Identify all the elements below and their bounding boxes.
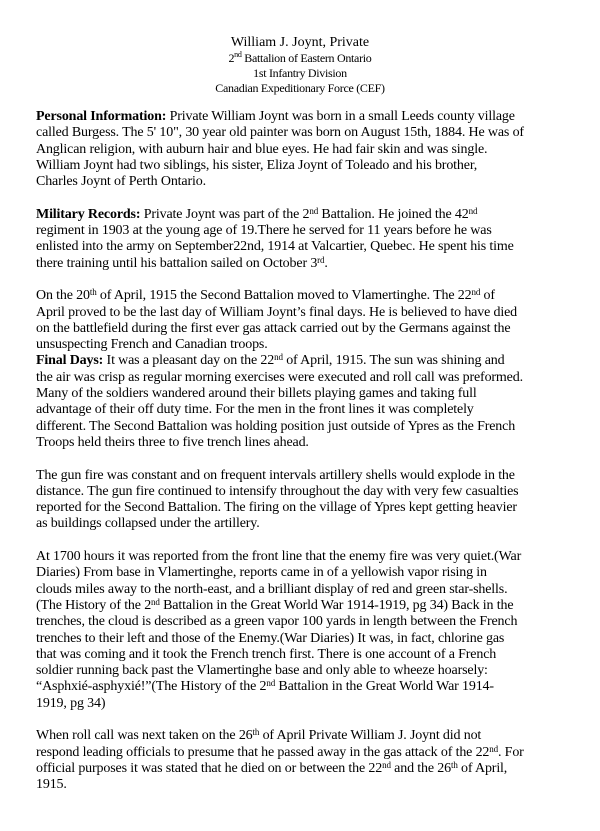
text-line xyxy=(36,598,576,614)
text-segment: On the 20 xyxy=(36,288,90,304)
text-segment: When roll call was next taken on the 26 xyxy=(36,728,253,744)
battalion-line xyxy=(0,51,600,66)
text-segment: Private William Joynt was born in a small Leeds county village xyxy=(166,109,515,124)
text-segment: trenches to their left and those of the Enemy.(War Diaries) It was, in fact, chlorine gas xyxy=(36,630,505,646)
text-line xyxy=(36,142,576,158)
text-segment: . xyxy=(324,255,328,271)
text-line xyxy=(36,174,576,190)
text-line xyxy=(36,468,576,484)
text-segment: (The History of the 2 xyxy=(36,597,152,613)
section-heading: Military Records: xyxy=(36,206,141,222)
text-segment: Anglican religion, with auburn hair and blue eyes. He had fair skin and was single. xyxy=(36,141,488,157)
document-title: William J. Joynt, Private xyxy=(230,35,370,50)
text-segment: Battalion in the Great World War 1914-1919, pg 34) Back in the xyxy=(159,597,514,613)
paragraph-april-20 xyxy=(36,288,576,353)
paragraph-gun-fire xyxy=(36,468,576,533)
text-segment: respond leading officials to presume that he passed away in the gas attack of the 22 xyxy=(36,744,490,760)
text-line xyxy=(36,305,576,321)
text-segment: trenches, the cloud is described as a green vapor 100 yards in length between the French xyxy=(36,614,518,630)
paragraph-roll-call xyxy=(36,728,576,793)
text-segment: different. The Second Battalion was holding position just outside of Ypres as the French xyxy=(36,418,516,434)
text-segment: Battalion. He joined the 42 xyxy=(318,206,469,222)
text-segment: clouds miles away to the north-east, and a brilliant display of red and green star-shells. xyxy=(36,581,508,597)
ordinal-suffix: nd xyxy=(151,596,160,607)
text-segment: . For xyxy=(497,744,524,760)
document-body xyxy=(36,109,576,810)
text-line xyxy=(36,565,576,581)
text-segment: At 1700 hours it was reported from the front line that the enemy fire was very quiet.(War xyxy=(36,549,522,565)
text-segment: 1919, pg 34) xyxy=(36,695,106,711)
text-segment: Charles Joynt of Perth Ontario. xyxy=(36,174,206,190)
text-segment: of April, 1915. The sun was shining and xyxy=(282,353,505,369)
battalion-number: 2 xyxy=(228,51,235,65)
text-segment: The gun fire was constant and on frequent intervals artillery shells would explode in the xyxy=(36,467,515,483)
text-line xyxy=(36,484,576,500)
text-segment: Many of the soldiers wandered around their billets playing games and taking full xyxy=(36,386,477,402)
force-line: Canadian Expeditionary Force (CEF) xyxy=(215,81,385,95)
text-segment: William Joynt had two siblings, his sister, Eliza Joynt of Toleado and his brother, xyxy=(36,157,478,173)
text-segment: the air was crisp as regular morning exercises were executed and roll call was preformed. xyxy=(36,369,523,385)
text-line xyxy=(36,321,576,337)
section-heading: Final Days: xyxy=(36,353,104,369)
text-segment: on the battlefield during the first ever gas attack carried out by the Germans against the xyxy=(36,320,511,336)
text-segment: called Burgess. The 5' 10", 30 year old painter was born on August 15th, 1884. He was of xyxy=(36,125,524,141)
ordinal-suffix: th xyxy=(89,287,97,298)
ordinal-suffix: nd xyxy=(309,205,319,216)
ordinal-suffix: nd xyxy=(468,205,478,216)
text-line xyxy=(36,745,576,761)
ordinal-suffix: th xyxy=(252,727,260,738)
text-segment: of xyxy=(480,288,495,304)
text-line xyxy=(36,288,576,304)
paragraph-gas-attack xyxy=(36,549,576,712)
text-line xyxy=(36,549,576,565)
text-segment: distance. The gun fire continued to intensify throughout the day with very few casualties xyxy=(36,483,519,499)
text-line xyxy=(36,125,576,141)
text-segment: as buildings collapsed under the artillery. xyxy=(36,516,260,532)
text-line xyxy=(36,158,576,174)
paragraph-final-days xyxy=(36,353,576,451)
battalion-suffix: nd xyxy=(234,50,242,59)
text-segment: advantage of their off duty time. For the men in the front lines it was completely xyxy=(36,402,474,418)
text-segment: soldier running back past the Vlamertinghe base and only able to wheeze hoarsely: xyxy=(36,663,488,679)
division-line: 1st Infantry Division xyxy=(253,66,347,80)
text-line xyxy=(36,223,576,239)
text-line xyxy=(36,109,576,125)
text-line xyxy=(36,419,576,435)
paragraph-military-records xyxy=(36,207,576,272)
text-line xyxy=(36,402,576,418)
section-heading: Personal Information: xyxy=(36,109,167,124)
text-line xyxy=(36,647,576,663)
text-line xyxy=(36,353,576,369)
text-segment: enlisted into the army on September22nd, 1914 at Valcartier, Quebec. He spent his time xyxy=(36,239,514,255)
text-segment: there training until his battalion sailed on October 3 xyxy=(36,255,318,271)
text-segment: Diaries) From base in Vlamertinghe, reports came in of a yellowish vapor rising in xyxy=(36,565,487,581)
text-line xyxy=(36,256,576,272)
text-line xyxy=(36,728,576,744)
paragraph-personal-information xyxy=(36,109,576,190)
text-line xyxy=(36,614,576,630)
text-line xyxy=(36,631,576,647)
battalion-name: Battalion of Eastern Ontario xyxy=(241,51,372,65)
ordinal-suffix: nd xyxy=(266,678,276,689)
text-segment: unsuspecting French and Canadian troops. xyxy=(36,337,268,353)
ordinal-suffix: nd xyxy=(489,743,498,754)
document-header xyxy=(0,35,600,96)
text-line xyxy=(36,777,576,793)
text-segment: that was coming and it took the French trench first. There is one account of a French xyxy=(36,646,497,662)
text-line xyxy=(36,337,576,353)
text-line xyxy=(36,663,576,679)
text-segment: April proved to be the last day of William Joynt’s final days. He is believed to have died xyxy=(36,304,518,320)
text-segment: Private Joynt was part of the 2 xyxy=(140,206,310,222)
text-segment: of April, xyxy=(457,760,508,776)
text-segment: of April Private William J. Joynt did not xyxy=(259,728,482,744)
text-line xyxy=(36,370,576,386)
text-line xyxy=(36,761,576,777)
text-line xyxy=(36,500,576,516)
ordinal-suffix: nd xyxy=(471,287,481,298)
text-line xyxy=(36,516,576,532)
text-line xyxy=(36,435,576,451)
text-segment: and the 26 xyxy=(390,760,451,776)
text-segment: It was a pleasant day on the 22 xyxy=(103,353,275,369)
text-line xyxy=(36,696,576,712)
text-line xyxy=(36,582,576,598)
text-segment: reported for the Second Battalion. The firing on the village of Ypres kept getting heavier xyxy=(36,500,517,516)
ordinal-suffix: rd xyxy=(317,254,325,265)
text-segment: 1915. xyxy=(36,777,67,793)
text-segment: Battalion in the Great World War 1914- xyxy=(275,679,494,695)
text-line xyxy=(36,679,576,695)
text-line xyxy=(36,239,576,255)
text-segment: “Asphxié-asphyxié!”(The History of the 2 xyxy=(36,679,267,695)
ordinal-suffix: nd xyxy=(382,759,391,770)
text-segment: regiment in 1903 at the young age of 19.There he served for 11 years before he was xyxy=(36,223,492,239)
text-segment: official purposes it was stated that he died on or between the 22 xyxy=(36,760,383,776)
ordinal-suffix: th xyxy=(451,759,458,770)
text-segment: of April, 1915 the Second Battalion moved to Vlamertinghe. The 22 xyxy=(96,288,472,304)
text-segment: Troops held theirs three to five trench lines ahead. xyxy=(36,434,309,450)
ordinal-suffix: nd xyxy=(274,352,283,363)
text-line xyxy=(36,386,576,402)
text-line xyxy=(36,207,576,223)
